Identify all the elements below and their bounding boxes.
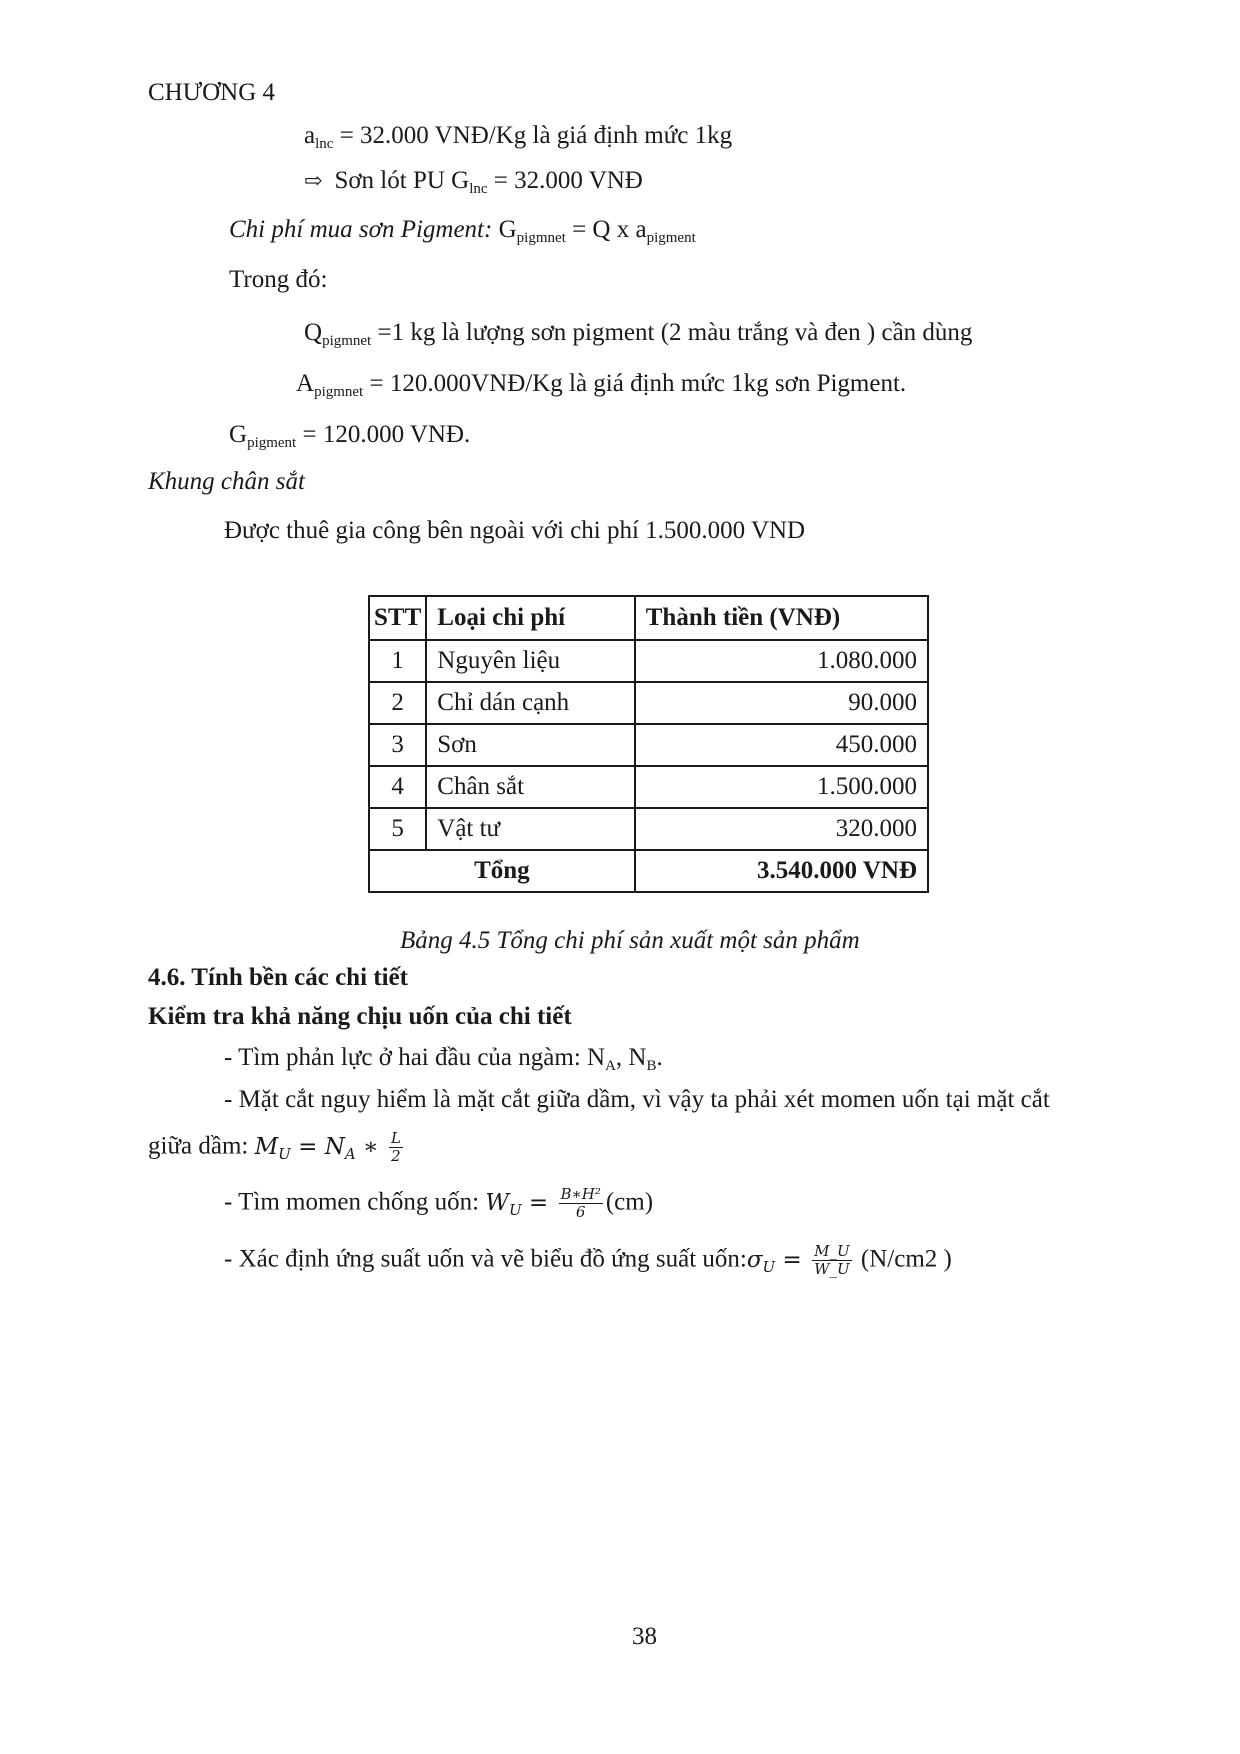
row-type: Chân sắt	[426, 766, 634, 808]
reaction-bullet	[224, 1043, 663, 1073]
total-value: 3.540.000 VNĐ	[635, 850, 928, 892]
pigment-q-sub: pigmnet	[322, 333, 372, 349]
trong-do-label: Trong đó:	[229, 266, 328, 293]
header-amount: Thành tiền (VNĐ)	[635, 596, 928, 640]
stress-bullet	[224, 1243, 952, 1278]
resistance-text: - Tìm momen chống uốn:	[224, 1188, 486, 1216]
header-type: Loại chi phí	[426, 596, 634, 640]
pigment-formula-line	[229, 215, 696, 245]
pigment-formula-g: G	[492, 216, 517, 243]
lnc-a-symbol: a	[304, 122, 316, 149]
table-total-row	[369, 850, 928, 892]
resistance-unit: (cm)	[605, 1188, 654, 1216]
row-amount: 1.080.000	[635, 640, 928, 682]
row-stt: 4	[369, 766, 426, 808]
lnc-result-line	[304, 166, 643, 196]
row-stt: 5	[369, 808, 426, 850]
stress-fraction: $\frac{M\_U}{W\_U}$	[814, 1242, 850, 1278]
pigment-quantity-line	[304, 318, 972, 348]
pigment-g-sub: pigment	[247, 435, 297, 451]
row-type: Nguyên liệu	[426, 640, 634, 682]
moment-bullet-line1: - Mặt cắt nguy hiểm là mặt cắt giữa dầm, vì vậy ta phải xét momen uốn tại mặt cắt	[224, 1086, 1050, 1113]
moment-prefix: giữa dầm:	[148, 1132, 255, 1160]
pigment-q-symbol: Q	[304, 319, 323, 346]
table-row	[369, 808, 928, 850]
table-caption: Bảng 4.5 Tổng chi phí sản xuất một sản phẩm	[400, 927, 860, 954]
frame-text: Được thuê gia công bên ngoài với chi phí 1.500.000 VND	[224, 517, 806, 544]
stress-unit: (N/cm2 )	[854, 1245, 952, 1273]
pigment-title: Chi phí mua sơn Pigment:	[229, 216, 493, 243]
pigment-price-line	[296, 369, 906, 399]
pigment-g-symbol: G	[229, 421, 248, 448]
table-row	[369, 766, 928, 808]
row-amount: 450.000	[635, 724, 928, 766]
row-amount: 90.000	[635, 682, 928, 724]
row-amount: 320.000	[635, 808, 928, 850]
chapter-header: CHƯƠNG 4	[148, 79, 276, 106]
reaction-end: .	[656, 1044, 663, 1071]
section-subheading: Kiểm tra khả năng chịu uốn của chi tiết	[148, 1003, 572, 1030]
cost-table	[368, 595, 929, 893]
pigment-a-symbol: A	[296, 370, 315, 397]
frame-title: Khung chân sắt	[148, 468, 305, 495]
pigment-a-sub: pigmnet	[314, 384, 364, 400]
table-row	[369, 724, 928, 766]
stress-text: - Xác định ứng suất uốn và vẽ biểu đồ ứng suất uốn:	[224, 1245, 747, 1273]
pigment-formula-mid: = Q x a	[565, 216, 647, 243]
lnc-price-line	[304, 121, 732, 151]
reaction-mid: , N	[615, 1044, 647, 1071]
lnc-a-sub: lnc	[315, 136, 334, 152]
page-number: 38	[632, 1623, 657, 1650]
moment-formula: $M_U = N_A$ ∗ $\frac{L}{2}$	[254, 1129, 401, 1165]
header-stt: STT	[369, 596, 426, 640]
table-header-row	[369, 596, 928, 640]
pigment-formula-a-sub: pigment	[646, 230, 696, 246]
row-type: Vật tư	[426, 808, 634, 850]
row-type: Chỉ dán cạnh	[426, 682, 634, 724]
moment-fraction: $\frac{L}{2}$	[390, 1129, 401, 1165]
arrow-right-icon: ⇨	[304, 168, 323, 193]
row-type: Sơn	[426, 724, 634, 766]
table-row	[369, 682, 928, 724]
table-row	[369, 640, 928, 682]
lnc-g-text: Sơn lót PU G	[334, 167, 470, 194]
section-heading: 4.6. Tính bền các chi tiết	[148, 964, 408, 991]
pigment-formula-g-sub: pigmnet	[516, 230, 566, 246]
lnc-g-sub: lnc	[469, 181, 488, 197]
pigment-q-text: =1 kg là lượng sơn pigment (2 màu trắng và đen ) cần dùng	[371, 319, 973, 346]
total-label: Tổng	[369, 850, 635, 892]
lnc-g-value: = 32.000 VNĐ	[487, 167, 643, 194]
row-amount: 1.500.000	[635, 766, 928, 808]
row-stt: 2	[369, 682, 426, 724]
row-stt: 1	[369, 640, 426, 682]
reaction-text: - Tìm phản lực ở hai đầu của ngàm: N	[224, 1044, 606, 1071]
lnc-a-text: = 32.000 VNĐ/Kg là giá định mức 1kg	[333, 122, 733, 149]
pigment-a-text: = 120.000VNĐ/Kg là giá định mức 1kg sơn Pigment.	[363, 370, 907, 397]
pigment-g-text: = 120.000 VNĐ.	[296, 421, 471, 448]
stress-formula: $\sigma_U$ = $\frac{M\_U}{W\_U}$	[746, 1242, 850, 1278]
row-stt: 3	[369, 724, 426, 766]
resistance-bullet	[224, 1186, 653, 1221]
moment-bullet-line2	[148, 1130, 406, 1165]
reaction-sub-b: B	[646, 1058, 657, 1074]
resistance-formula: $W_U$ = $\frac{\text{B∗H²}}{6}$	[485, 1185, 601, 1221]
pigment-total-line	[229, 420, 470, 450]
resistance-fraction: $\frac{\text{B∗H²}}{6}$	[560, 1185, 601, 1221]
reaction-sub-a: A	[605, 1058, 616, 1074]
